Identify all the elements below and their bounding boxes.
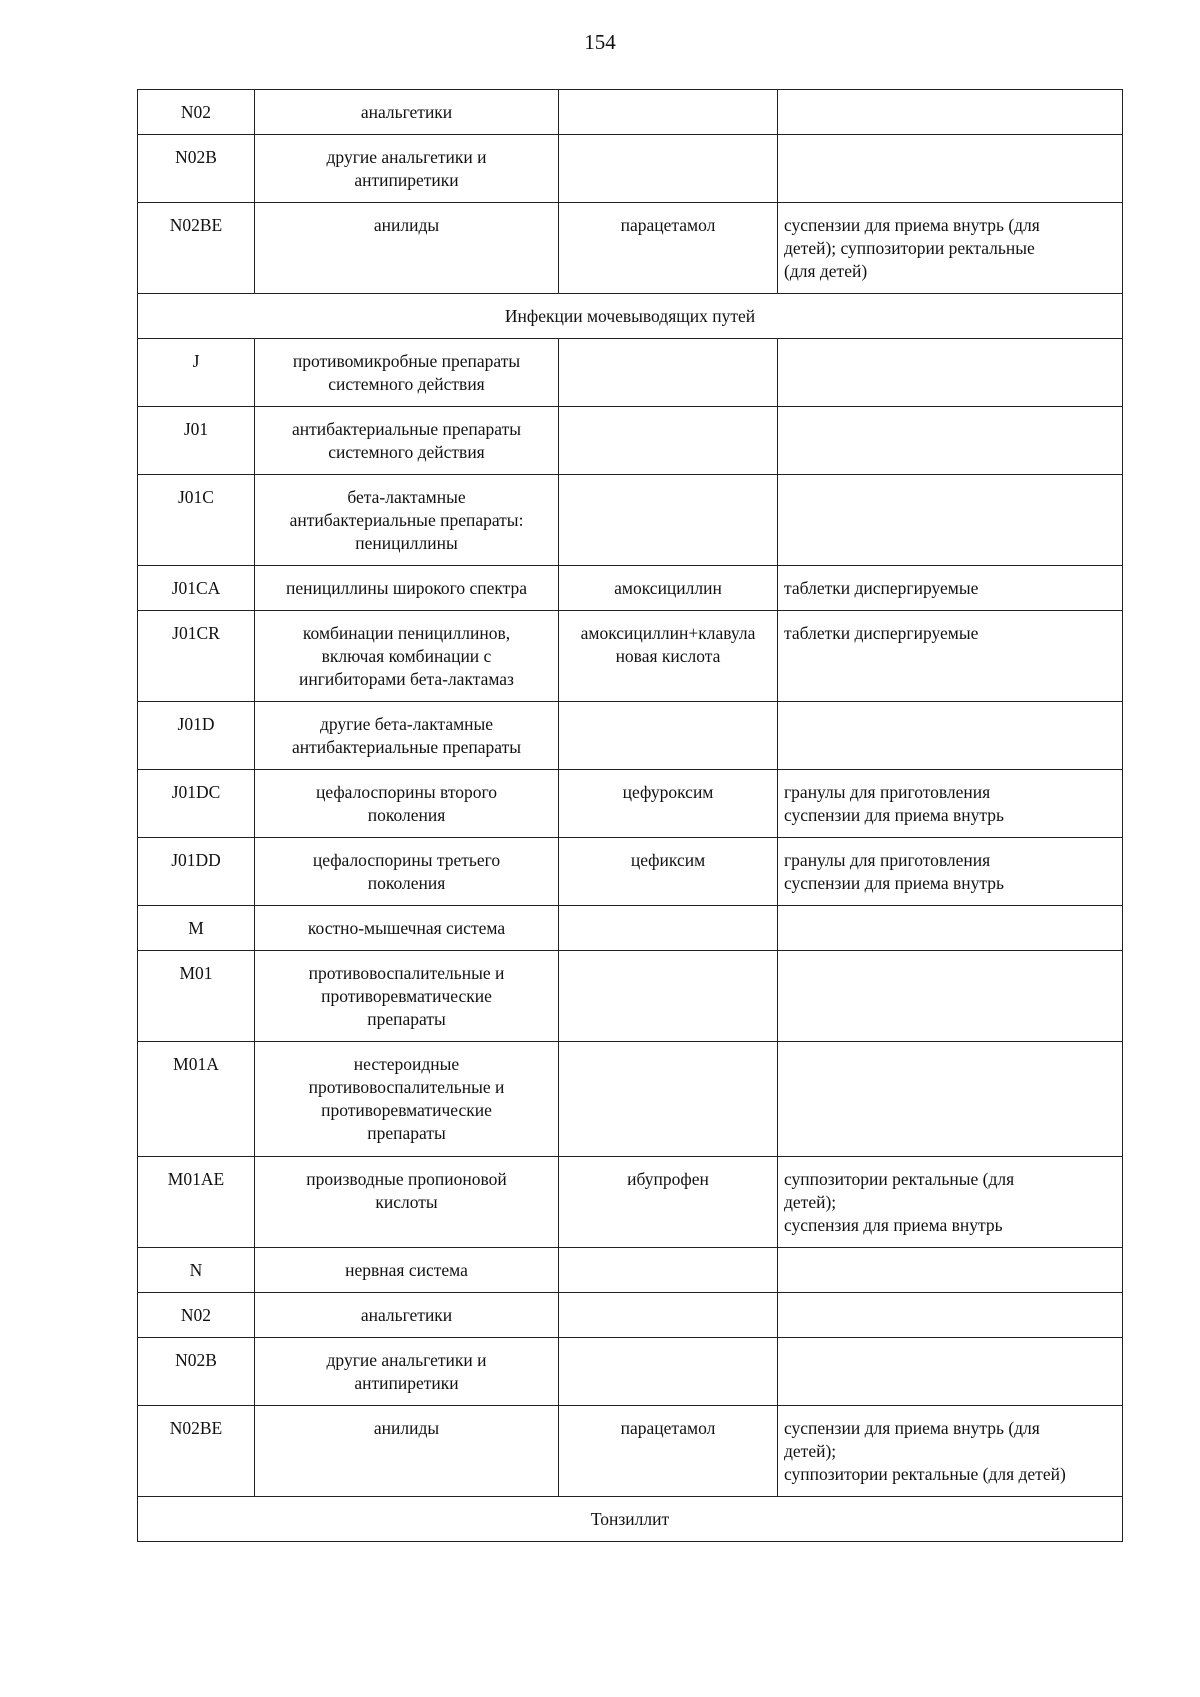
table-row xyxy=(138,1406,1123,1497)
anatomical-group-cell: антибактериальные препараты системного действия xyxy=(255,407,559,475)
anatomical-group-cell: анальгетики xyxy=(255,1293,559,1338)
dosage-form-cell xyxy=(778,339,1123,407)
table-row xyxy=(138,1042,1123,1157)
table-row xyxy=(138,339,1123,407)
atc-code-cell: J01DD xyxy=(138,838,255,906)
drug-name-cell: цефуроксим xyxy=(559,770,778,838)
dosage-form-cell: суспензии для приема внутрь (для детей); суппозитории ректальные (для детей) xyxy=(778,1406,1123,1497)
medication-table-body xyxy=(138,90,1123,1542)
atc-code-cell: N02BE xyxy=(138,203,255,294)
table-row xyxy=(138,702,1123,770)
drug-name-cell xyxy=(559,135,778,203)
anatomical-group-cell: пенициллины широкого спектра xyxy=(255,566,559,611)
table-row xyxy=(138,566,1123,611)
dosage-form-cell xyxy=(778,906,1123,951)
dosage-form-cell xyxy=(778,951,1123,1042)
drug-name-cell xyxy=(559,407,778,475)
drug-name-cell xyxy=(559,951,778,1042)
atc-code-cell: J xyxy=(138,339,255,407)
table-row xyxy=(138,475,1123,566)
medication-table xyxy=(137,89,1123,1542)
table-row xyxy=(138,1338,1123,1406)
dosage-form-cell xyxy=(778,475,1123,566)
atc-code-cell: M01 xyxy=(138,951,255,1042)
atc-code-cell: N xyxy=(138,1248,255,1293)
drug-name-cell xyxy=(559,339,778,407)
dosage-form-cell xyxy=(778,90,1123,135)
dosage-form-cell xyxy=(778,407,1123,475)
dosage-form-cell xyxy=(778,1042,1123,1157)
drug-name-cell: амоксициллин+клавула новая кислота xyxy=(559,611,778,702)
dosage-form-cell xyxy=(778,1293,1123,1338)
anatomical-group-cell: производные пропионовой кислоты xyxy=(255,1157,559,1248)
drug-name-cell xyxy=(559,906,778,951)
anatomical-group-cell: нервная система xyxy=(255,1248,559,1293)
table-row xyxy=(138,906,1123,951)
anatomical-group-cell: другие анальгетики и антипиретики xyxy=(255,135,559,203)
atc-code-cell: J01D xyxy=(138,702,255,770)
table-row xyxy=(138,1248,1123,1293)
anatomical-group-cell: цефалоспорины второго поколения xyxy=(255,770,559,838)
anatomical-group-cell: анальгетики xyxy=(255,90,559,135)
dosage-form-cell xyxy=(778,702,1123,770)
atc-code-cell: M xyxy=(138,906,255,951)
drug-name-cell: цефиксим xyxy=(559,838,778,906)
drug-name-cell xyxy=(559,1248,778,1293)
atc-code-cell: N02B xyxy=(138,1338,255,1406)
table-row xyxy=(138,951,1123,1042)
atc-code-cell: J01C xyxy=(138,475,255,566)
atc-code-cell: J01 xyxy=(138,407,255,475)
section-title: Тонзиллит xyxy=(138,1497,1123,1542)
anatomical-group-cell: анилиды xyxy=(255,1406,559,1497)
drug-name-cell: амоксициллин xyxy=(559,566,778,611)
drug-name-cell xyxy=(559,90,778,135)
drug-name-cell: парацетамол xyxy=(559,1406,778,1497)
anatomical-group-cell: противовоспалительные и противоревматические препараты xyxy=(255,951,559,1042)
drug-name-cell: ибупрофен xyxy=(559,1157,778,1248)
atc-code-cell: N02 xyxy=(138,90,255,135)
drug-name-cell xyxy=(559,702,778,770)
table-row xyxy=(138,770,1123,838)
dosage-form-cell xyxy=(778,1338,1123,1406)
anatomical-group-cell: костно-мышечная система xyxy=(255,906,559,951)
page-number: 154 xyxy=(584,30,616,54)
atc-code-cell: N02BE xyxy=(138,1406,255,1497)
anatomical-group-cell: комбинации пенициллинов, включая комбинации с ингибиторами бета-лактамаз xyxy=(255,611,559,702)
section-header-row xyxy=(138,294,1123,339)
dosage-form-cell: гранулы для приготовления суспензии для приема внутрь xyxy=(778,770,1123,838)
anatomical-group-cell: нестероидные противовоспалительные и противоревматические препараты xyxy=(255,1042,559,1157)
anatomical-group-cell: противомикробные препараты системного действия xyxy=(255,339,559,407)
atc-code-cell: J01CR xyxy=(138,611,255,702)
anatomical-group-cell: другие анальгетики и антипиретики xyxy=(255,1338,559,1406)
dosage-form-cell: таблетки диспергируемые xyxy=(778,566,1123,611)
atc-code-cell: N02B xyxy=(138,135,255,203)
dosage-form-cell: суппозитории ректальные (для детей); суспензия для приема внутрь xyxy=(778,1157,1123,1248)
anatomical-group-cell: цефалоспорины третьего поколения xyxy=(255,838,559,906)
drug-name-cell xyxy=(559,475,778,566)
atc-code-cell: J01DC xyxy=(138,770,255,838)
dosage-form-cell: суспензии для приема внутрь (для детей); суппозитории ректальные (для детей) xyxy=(778,203,1123,294)
dosage-form-cell xyxy=(778,135,1123,203)
table-row xyxy=(138,90,1123,135)
table-row xyxy=(138,135,1123,203)
dosage-form-cell xyxy=(778,1248,1123,1293)
table-row xyxy=(138,611,1123,702)
anatomical-group-cell: бета-лактамные антибактериальные препараты: пенициллины xyxy=(255,475,559,566)
table-row xyxy=(138,407,1123,475)
table-row xyxy=(138,1157,1123,1248)
dosage-form-cell: таблетки диспергируемые xyxy=(778,611,1123,702)
section-header-row xyxy=(138,1497,1123,1542)
anatomical-group-cell: другие бета-лактамные антибактериальные препараты xyxy=(255,702,559,770)
table-row xyxy=(138,1293,1123,1338)
drug-name-cell xyxy=(559,1338,778,1406)
section-title: Инфекции мочевыводящих путей xyxy=(138,294,1123,339)
atc-code-cell: M01A xyxy=(138,1042,255,1157)
anatomical-group-cell: анилиды xyxy=(255,203,559,294)
drug-name-cell xyxy=(559,1293,778,1338)
table-row xyxy=(138,203,1123,294)
table-row xyxy=(138,838,1123,906)
drug-name-cell xyxy=(559,1042,778,1157)
dosage-form-cell: гранулы для приготовления суспензии для приема внутрь xyxy=(778,838,1123,906)
drug-name-cell: парацетамол xyxy=(559,203,778,294)
atc-code-cell: N02 xyxy=(138,1293,255,1338)
atc-code-cell: M01AE xyxy=(138,1157,255,1248)
atc-code-cell: J01CA xyxy=(138,566,255,611)
